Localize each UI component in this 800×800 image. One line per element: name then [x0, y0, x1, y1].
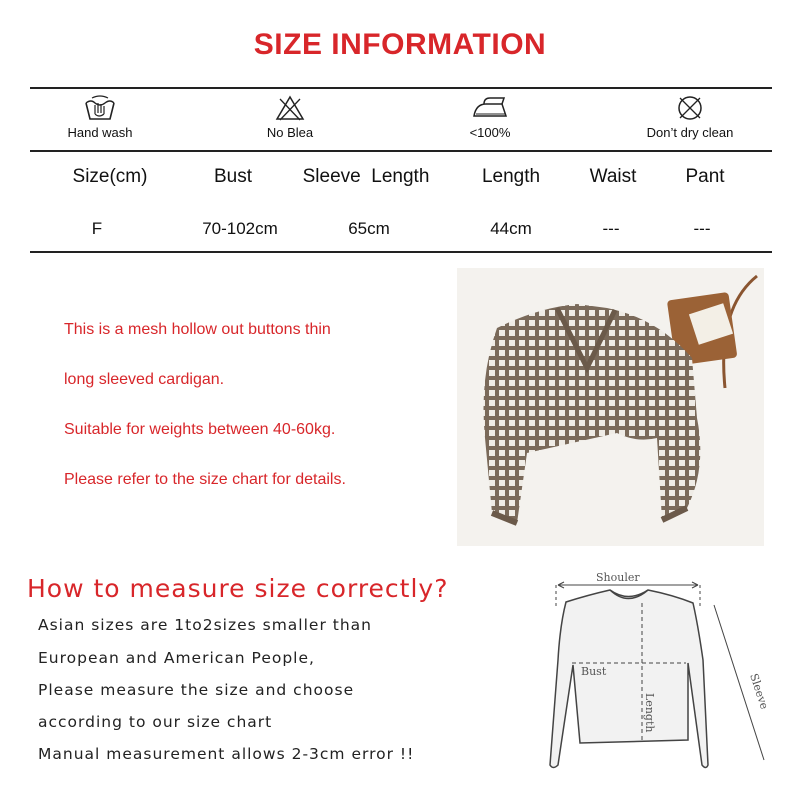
product-photo	[457, 268, 764, 546]
diagram-label-bust: Bust	[581, 665, 607, 678]
description-line-3: Suitable for weights between 40-60kg.	[64, 421, 336, 438]
diagram-label-shoulder: Shouler	[596, 571, 640, 584]
hand-wash-icon	[83, 94, 117, 122]
care-label-no-bleach: No Blea	[266, 125, 314, 140]
rule-top	[30, 87, 772, 89]
measure-line-5: Manual measurement allows 2-3cm error !!	[38, 745, 415, 763]
table-cell-length: 44cm	[490, 219, 532, 238]
measurement-diagram	[528, 565, 780, 790]
table-header-bust: Bust	[213, 166, 253, 187]
care-label-no-dry-clean: Don’t dry clean	[646, 125, 734, 140]
measure-title: How to measure size correctly?	[27, 574, 449, 603]
measure-line-3: Please measure the size and choose	[38, 681, 355, 699]
table-header-pant: Pant	[685, 166, 725, 187]
table-cell-pant: ---	[693, 219, 711, 238]
measure-line-2: European and American People,	[38, 649, 315, 667]
table-header-waist: Waist	[589, 166, 637, 187]
table-cell-sleeve-length: 65cm	[348, 219, 390, 238]
no-bleach-icon	[275, 94, 305, 122]
no-dry-clean-icon	[675, 94, 705, 122]
table-header-size: Size(cm)	[72, 166, 148, 187]
care-no-bleach	[210, 94, 370, 140]
table-cell-size: F	[91, 219, 103, 238]
care-no-dry-clean	[610, 94, 770, 140]
diagram-label-sleeve: Sleeve	[747, 671, 771, 711]
care-hand-wash	[20, 94, 180, 140]
care-label-hand-wash: Hand wash	[67, 125, 133, 140]
description-line-4: Please refer to the size chart for details.	[64, 471, 346, 488]
care-iron	[410, 94, 570, 140]
page-title: SIZE INFORMATION	[253, 28, 547, 61]
care-label-iron: <100%	[469, 125, 511, 140]
measure-line-4: according to our size chart	[38, 713, 273, 731]
description-line-2: long sleeved cardigan.	[64, 371, 225, 388]
table-header-sleeve-length: Sleeve Length	[302, 166, 430, 187]
measure-line-1: Asian sizes are 1to2sizes smaller than	[38, 616, 372, 634]
table-cell-bust: 70-102cm	[202, 219, 278, 238]
table-header-length: Length	[481, 166, 541, 187]
description-line-1: This is a mesh hollow out buttons thin	[64, 321, 331, 338]
table-cell-waist: ---	[602, 219, 620, 238]
iron-icon	[470, 94, 510, 122]
diagram-label-length: Length	[643, 693, 656, 733]
rule-care-bottom	[30, 150, 772, 152]
rule-table-bottom	[30, 251, 772, 253]
